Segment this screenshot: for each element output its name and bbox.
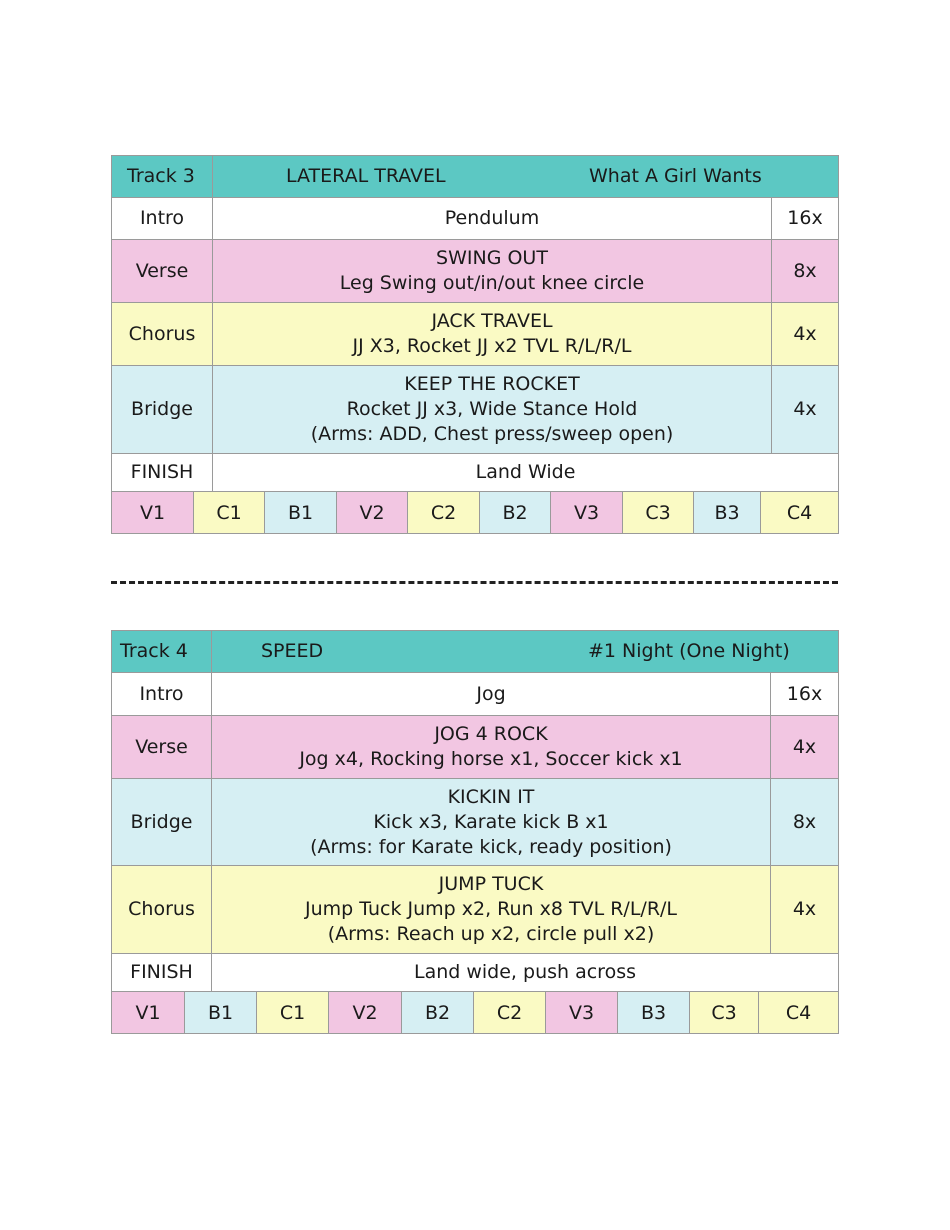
track-name: LATERAL TRAVEL (286, 165, 446, 187)
track-header-row (112, 631, 839, 673)
section-row-chorus (112, 303, 839, 366)
section-row-chorus (112, 866, 839, 954)
section-row-verse (112, 716, 839, 779)
sequence-cell: C2 (474, 992, 546, 1034)
section-reps: 8x (771, 779, 839, 866)
section-label: Bridge (112, 779, 212, 866)
finish-label: FINISH (112, 454, 213, 492)
sequence-cell: C2 (408, 492, 480, 534)
song-title: What A Girl Wants (589, 165, 762, 187)
track-4-table (111, 630, 839, 992)
track-3-card (111, 155, 838, 534)
section-reps: 4x (771, 716, 839, 779)
track-header-info (212, 631, 839, 673)
section-moves: KICKIN IT Kick x3, Karate kick B x1 (Arms: for Karate kick, ready position) (212, 779, 771, 866)
section-reps: 4x (771, 866, 839, 954)
track-number: Track 4 (112, 631, 212, 673)
section-moves: JUMP TUCK Jump Tuck Jump x2, Run x8 TVL R/L/R/L (Arms: Reach up x2, circle pull x2) (212, 866, 771, 954)
sequence-cell: C3 (690, 992, 759, 1034)
sequence-row (111, 492, 839, 534)
section-label: Chorus (112, 303, 213, 366)
sequence-cell: B2 (402, 992, 474, 1034)
sequence-cell: V2 (329, 992, 402, 1034)
sequence-cell: B2 (480, 492, 551, 534)
section-label: Verse (112, 240, 213, 303)
sequence-cell: C4 (759, 992, 839, 1034)
sequence-cell: V3 (551, 492, 623, 534)
finish-label: FINISH (112, 954, 212, 992)
sequence-cell: B3 (618, 992, 690, 1034)
track-4-card (111, 630, 838, 1034)
track-header-row (112, 156, 839, 198)
section-row-intro (112, 673, 839, 716)
section-reps: 4x (772, 366, 839, 454)
sequence-cell: C3 (623, 492, 694, 534)
sequence-cell: V3 (546, 992, 618, 1034)
section-moves: JOG 4 ROCK Jog x4, Rocking horse x1, Soccer kick x1 (212, 716, 771, 779)
section-row-bridge (112, 366, 839, 454)
sequence-cell: V1 (112, 492, 194, 534)
section-label: Intro (112, 673, 212, 716)
finish-text: Land Wide (213, 454, 839, 492)
section-moves: JACK TRAVEL JJ X3, Rocket JJ x2 TVL R/L/R/L (213, 303, 772, 366)
section-moves: KEEP THE ROCKET Rocket JJ x3, Wide Stance Hold (Arms: ADD, Chest press/sweep open) (213, 366, 772, 454)
track-header-info (213, 156, 839, 198)
sequence-cell: B1 (185, 992, 257, 1034)
finish-row (112, 954, 839, 992)
section-reps: 4x (772, 303, 839, 366)
track-number: Track 3 (112, 156, 213, 198)
section-row-bridge (112, 779, 839, 866)
section-moves: Jog (212, 673, 771, 716)
section-label: Chorus (112, 866, 212, 954)
section-row-intro (112, 198, 839, 240)
sequence-row (111, 992, 839, 1034)
song-title: #1 Night (One Night) (588, 640, 790, 662)
sequence-cell: V1 (112, 992, 185, 1034)
sequence-cell: C1 (257, 992, 329, 1034)
sequence-cell: C1 (194, 492, 265, 534)
section-label: Bridge (112, 366, 213, 454)
finish-row (112, 454, 839, 492)
sequence-cell: B1 (265, 492, 337, 534)
section-reps: 8x (772, 240, 839, 303)
section-moves: SWING OUT Leg Swing out/in/out knee circle (213, 240, 772, 303)
section-row-verse (112, 240, 839, 303)
section-label: Intro (112, 198, 213, 240)
track-name: SPEED (261, 640, 324, 662)
section-reps: 16x (771, 673, 839, 716)
sequence-cell: V2 (337, 492, 408, 534)
sequence-cell: B3 (694, 492, 761, 534)
finish-text: Land wide, push across (212, 954, 839, 992)
section-label: Verse (112, 716, 212, 779)
sequence-cell: C4 (761, 492, 839, 534)
track-3-table (111, 155, 839, 492)
section-reps: 16x (772, 198, 839, 240)
dashed-divider (111, 581, 838, 584)
section-moves: Pendulum (213, 198, 772, 240)
